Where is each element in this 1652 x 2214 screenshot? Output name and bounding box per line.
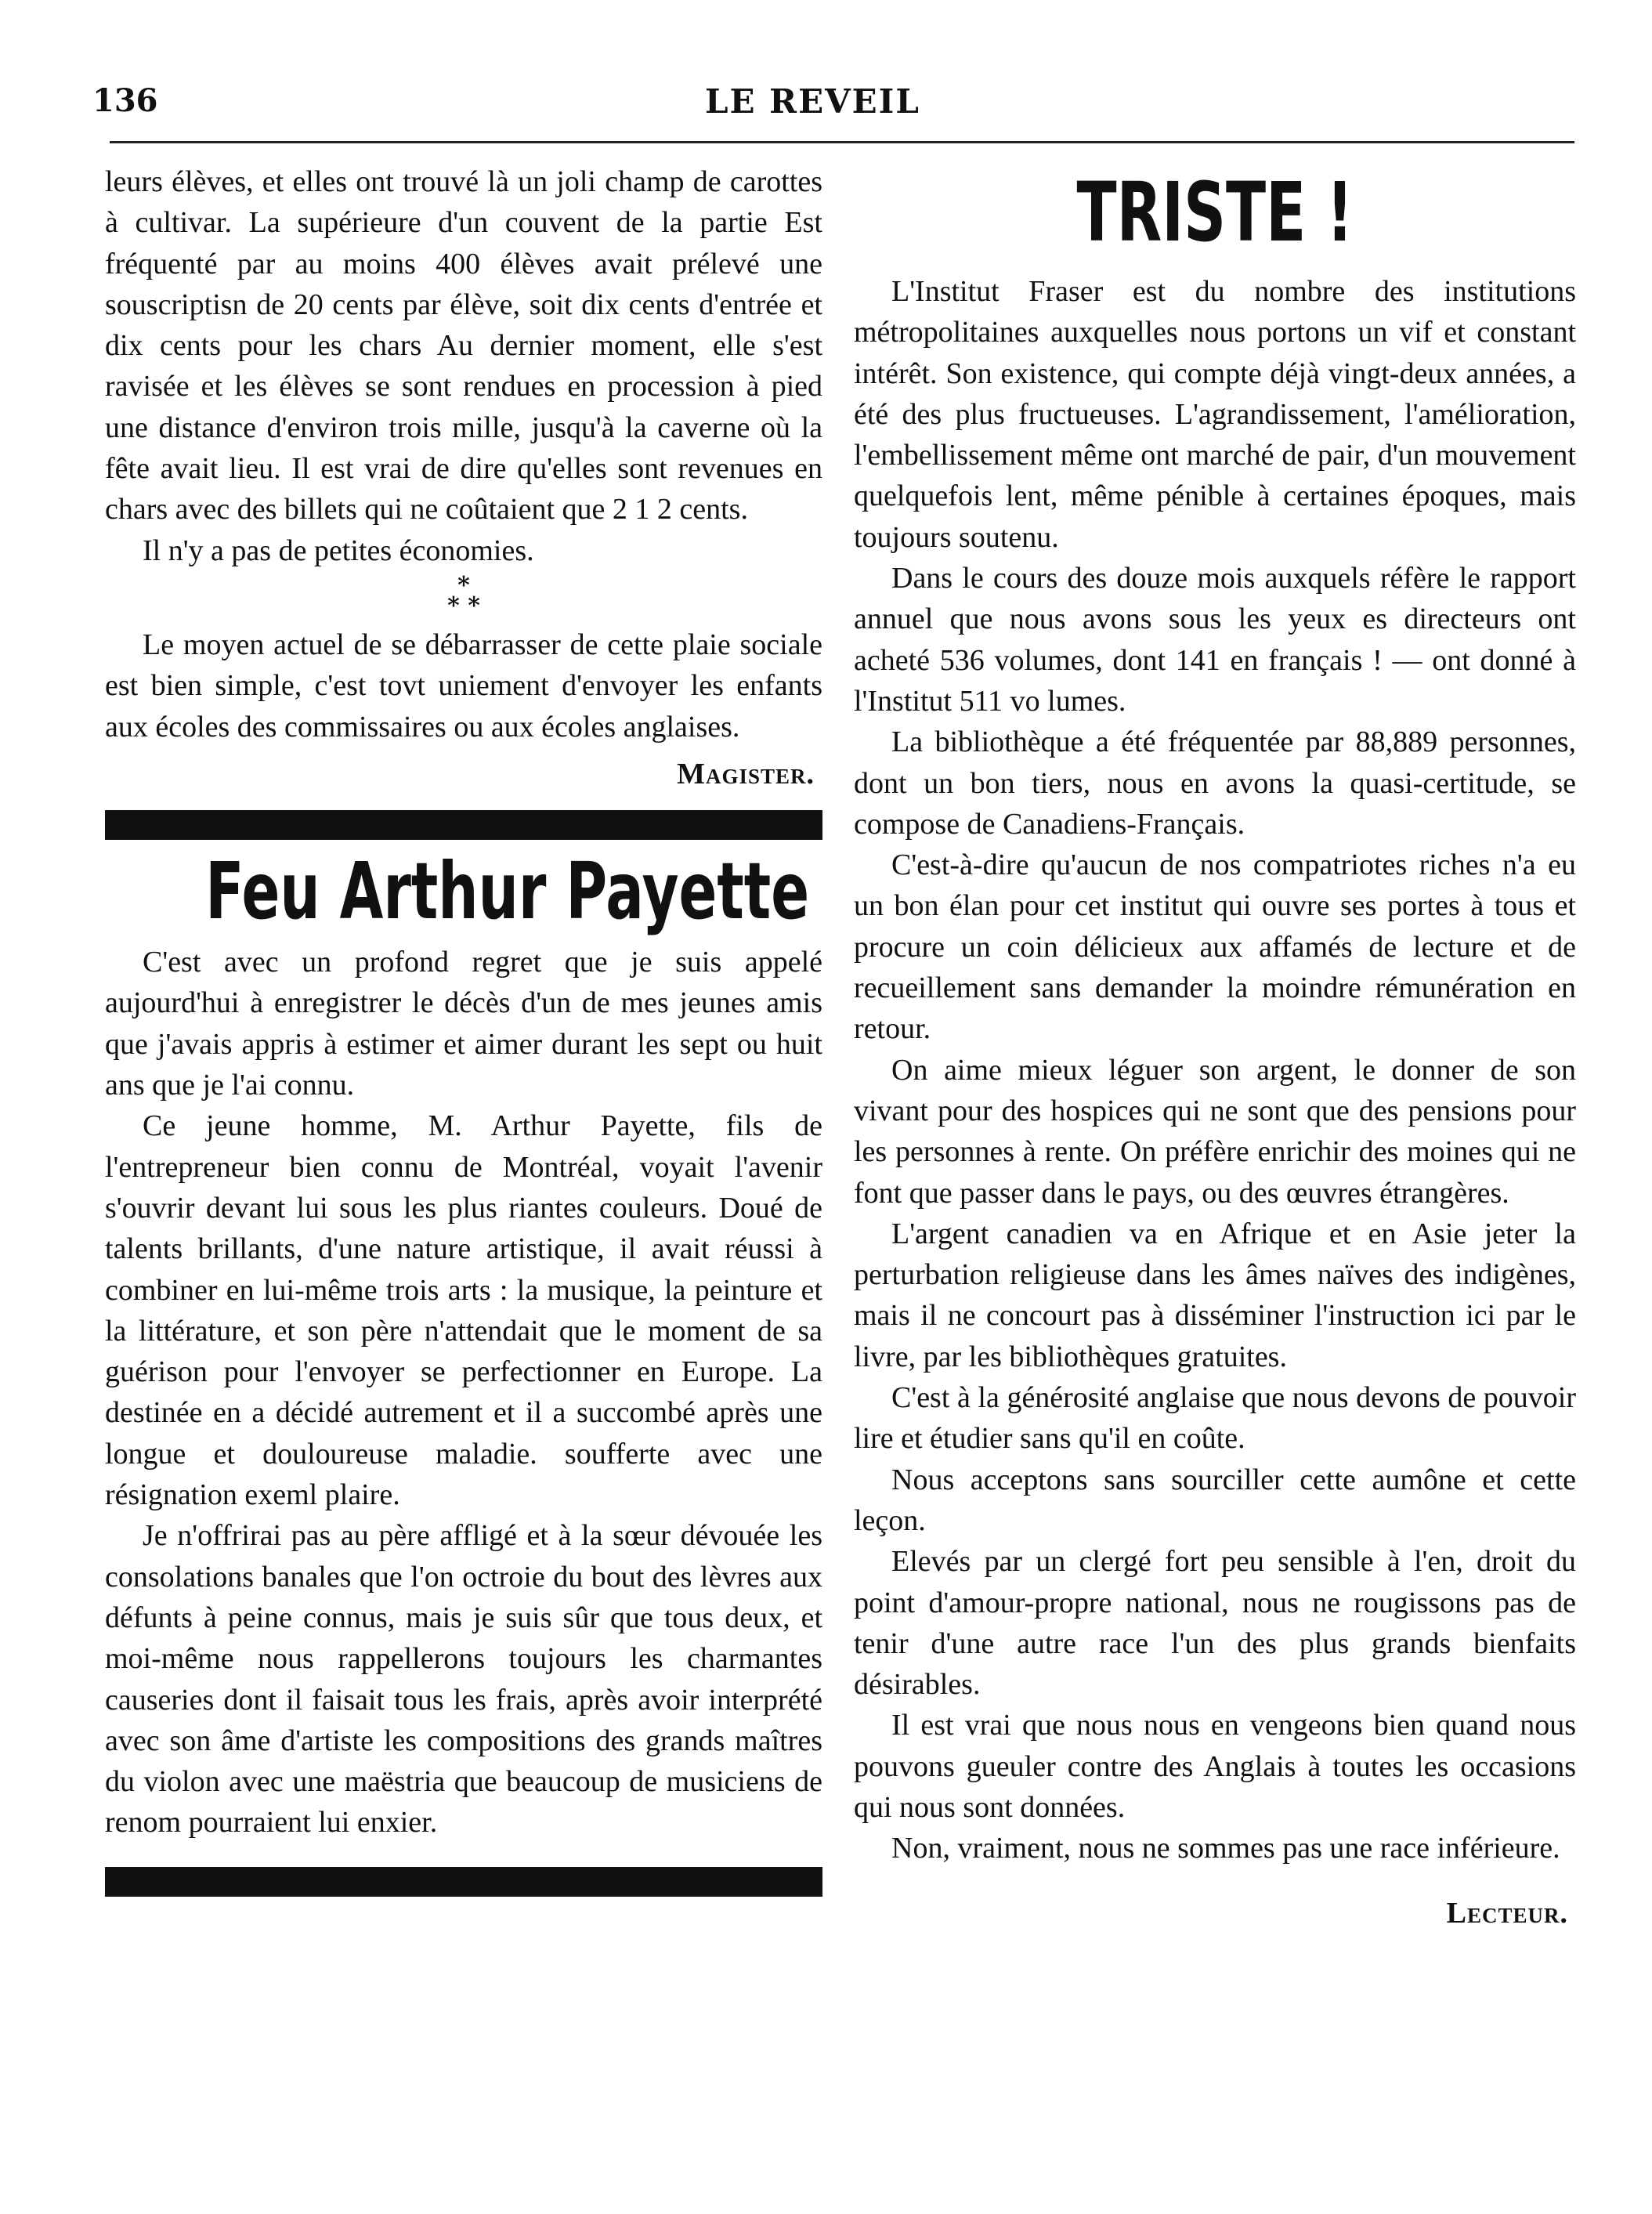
- article-paragraph: Il est vrai que nous nous en vengeons bien quand nous pouvons gueuler contre des Anglais à toutes les occasions qui nous sont données.: [854, 1709, 1576, 1824]
- article-paragraph: Je n'offrirai pas au père affligé et à la sœur dévouée les consolations banales que l'on octroie du bout des lèvres aux défunts à peine connus, mais je suis sûr que tous deux, et moi-même nous rappellerons toujours les charmantes causeries dont il faisait tous les frais, après avoir interprété avec son âme d'artiste les compositions des grands maîtres du violon avec une maëstria que beaucoup de musiciens de renom pourraient lui enxier.: [105, 1519, 822, 1840]
- right-column: [854, 161, 1576, 1934]
- section-divider-bar-bottom: [105, 1867, 822, 1897]
- article-title-triste: TRISTE !: [1076, 165, 1354, 260]
- asterism-top: *: [457, 571, 470, 599]
- article-paragraph: C'est avec un profond regret que je suis appelé aujourd'hui à enregistrer le décès d'un de mes jeunes amis que j'avais appris à estimer et aimer durant les sept ou huit ans que je l'ai connu.: [105, 946, 822, 1102]
- article-paragraph: L'argent canadien va en Afrique et en Asie jeter la perturbation religieuse dans les âmes naïves des indigènes, mais il ne concourt pas à disséminer l'instruction ici par le livre, par les bibliothèques gratuites.: [854, 1217, 1576, 1373]
- article-paragraph: La bibliothèque a été fréquentée par 88,889 personnes, dont un bon tiers, nous en avons la quasi-certitude, se compose de Canadiens-Français.: [854, 725, 1576, 841]
- article-paragraph: Nous acceptons sans sourciller cette aumône et cette leçon.: [854, 1463, 1576, 1537]
- article-paragraph: Elevés par un clergé fort peu sensible à l'en, droit du point d'amour-propre national, nous ne rougissons pas de tenir d'une autre race l'un des plus grands bienfaits désirables.: [854, 1545, 1576, 1702]
- paragraph-after-asterism: Le moyen actuel de se débarrasser de cette plaie sociale est bien simple, c'est tovt uniement d'envoyer les enfants aux écoles des commissaires ou aux écoles anglaises.: [105, 628, 822, 743]
- asterism: [105, 571, 822, 620]
- article-paragraph: C'est-à-dire qu'aucun de nos compatriotes riches n'a eu un bon élan pour cet institut qui ouvre ses portes à tous et procure un coin délicieux aux affamés de lecture et de recueillement sans demander la moindre rémunération en retour.: [854, 848, 1576, 1046]
- header-rule: [110, 141, 1574, 143]
- signature-lecteur: Lecteur.: [1446, 1896, 1568, 1930]
- closing-remark: Il n'y a pas de petites économies.: [143, 534, 534, 567]
- journal-title: LE REVEIL: [705, 82, 920, 121]
- article-paragraph: Non, vraiment, nous ne sommes pas une race inférieure.: [891, 1832, 1560, 1865]
- article-paragraph: L'Institut Fraser est du nombre des institutions métropolitaines auxquelles nous portons un vif et constant intérêt. Son existence, qui compte déjà vingt-deux années, a été des plus fructueuses. L'agrandissement, l'amélioration, l'embellissement même ont marché de pair, d'un mouvement quelquefois lent, même pénible à certaines époques, mais toujours soutenu.: [854, 275, 1576, 554]
- page-number: 136: [92, 82, 158, 119]
- article-paragraph: Ce jeune homme, M. Arthur Payette, fils de l'entrepreneur bien connu de Montréal, voyait l'avenir s'ouvrir devant lui sous les plus riantes couleurs. Doué de talents brillants, d'une nature artistique, il avait réussi à combiner en lui-même trois arts : la musique, la peinture et la littérature, et son père n'attendait que le moment de sa guérison pour l'envoyer se perfectionner en Europe. La destinée en a décidé autrement et il a succombé après une longue et douloureuse maladie. soufferte avec une résignation exeml plaire.: [105, 1109, 822, 1512]
- left-column: [105, 161, 822, 1897]
- article-title-payette: Feu Arthur Payette: [205, 845, 810, 938]
- signature-magister: Magister.: [677, 757, 815, 790]
- asterism-bottom: * *: [447, 591, 480, 620]
- article-paragraph: C'est à la générosité anglaise que nous devons de pouvoir lire et étudier sans qu'il en coûte.: [854, 1381, 1576, 1456]
- section-divider-bar: [105, 810, 822, 840]
- article-paragraph: Dans le cours des douze mois auxquels réfère le rapport annuel que nous avons sous les yeux es directeurs ont acheté 536 volumes, dont 141 en français ! — ont donné à l'Institut 511 vo lumes.: [854, 562, 1576, 718]
- continued-paragraph: leurs élèves, et elles ont trouvé là un joli champ de carottes à cultivar. La supérieure d'un couvent de la partie Est fréquenté par au moins 400 élèves avait prélevé une souscriptisn de 20 cents par élève, soit dix cents d'entrée et dix cents pour les chars Au dernier moment, elle s'est ravisée et les élèves se sont rendues en procession à pied une distance d'environ trois mille, jusqu'à la caverne où la fête avait lieu. Il est vrai de dire qu'elles sont revenues en chars avec des billets qui ne coûtaient que 2 1 2 cents.: [105, 165, 822, 526]
- article-paragraph: On aime mieux léguer son argent, le donner de son vivant pour des hospices qui ne sont que des pensions pour les personnes à rente. On préfère enrichir des moines qui ne font que passer dans le pays, ou des œuvres étrangères.: [854, 1053, 1576, 1210]
